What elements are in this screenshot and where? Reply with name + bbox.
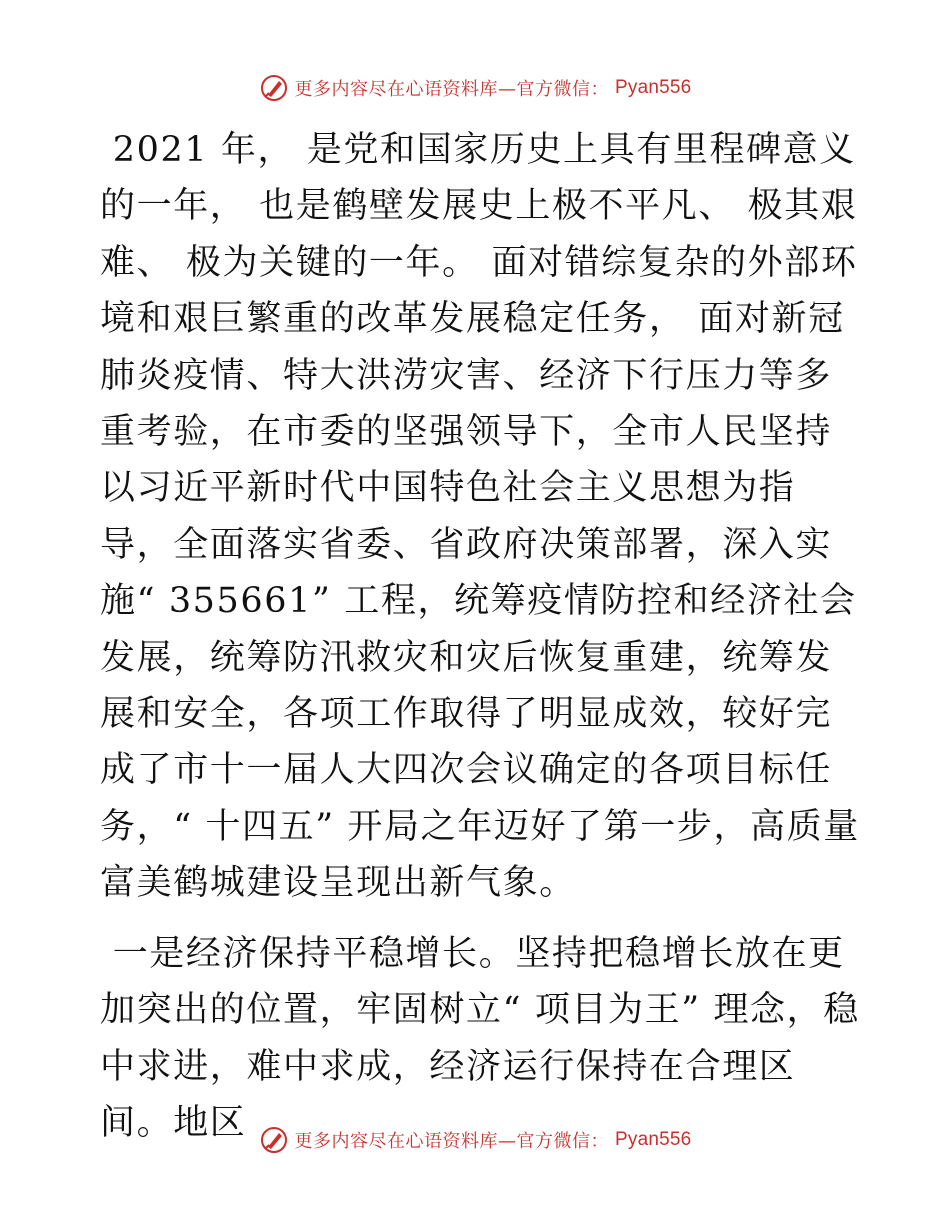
watermark-handle: Pyan556 <box>615 1129 692 1150</box>
watermark-text: 更多内容尽在心语资料库—官方微信： <box>294 79 610 100</box>
header-watermark <box>0 73 950 103</box>
watermark-handle: Pyan556 <box>615 77 692 98</box>
footer-watermark <box>0 1125 950 1155</box>
quill-logo-icon <box>259 73 289 103</box>
quill-logo-icon <box>259 1125 289 1155</box>
paragraph-economy: 一是经济保持平稳增长。坚持把稳增长放在更加突出的位置，牢固树立“ 项目为王” 理念，稳中求进，难中求成，经济运行保持在合理区间。地区 <box>100 933 860 1143</box>
document-body <box>100 122 860 1151</box>
watermark-text: 更多内容尽在心语资料库—官方微信： <box>294 1131 610 1152</box>
paragraph-intro: 2021 年， 是党和国家历史上具有里程碑意义的一年， 也是鹤壁发展史上极不平凡、 极其艰难、 极为关键的一年。 面对错综复杂的外部环境和艰巨繁重的改革发展稳定任务， 面对新冠肺炎疫情、特大洪涝灾害、经济下行压力等多重考验，在市委的坚强领导下，全市人民坚持以习近平新时代中国特色社会主义思想为指导，全面落实省委、省政府决策部署，深入实施“ 355661” 工程，统筹疫情防控和经济社会发展，统筹防汛救灾和灾后恢复重建，统筹发展和安全，各项工作取得了明显成效，较好完成了市十一届人大四次会议确定的各项目标任务，“ 十四五” 开局之年迈好了第一步，高质量富美鹤城建设呈现出新气象。 <box>100 130 860 904</box>
